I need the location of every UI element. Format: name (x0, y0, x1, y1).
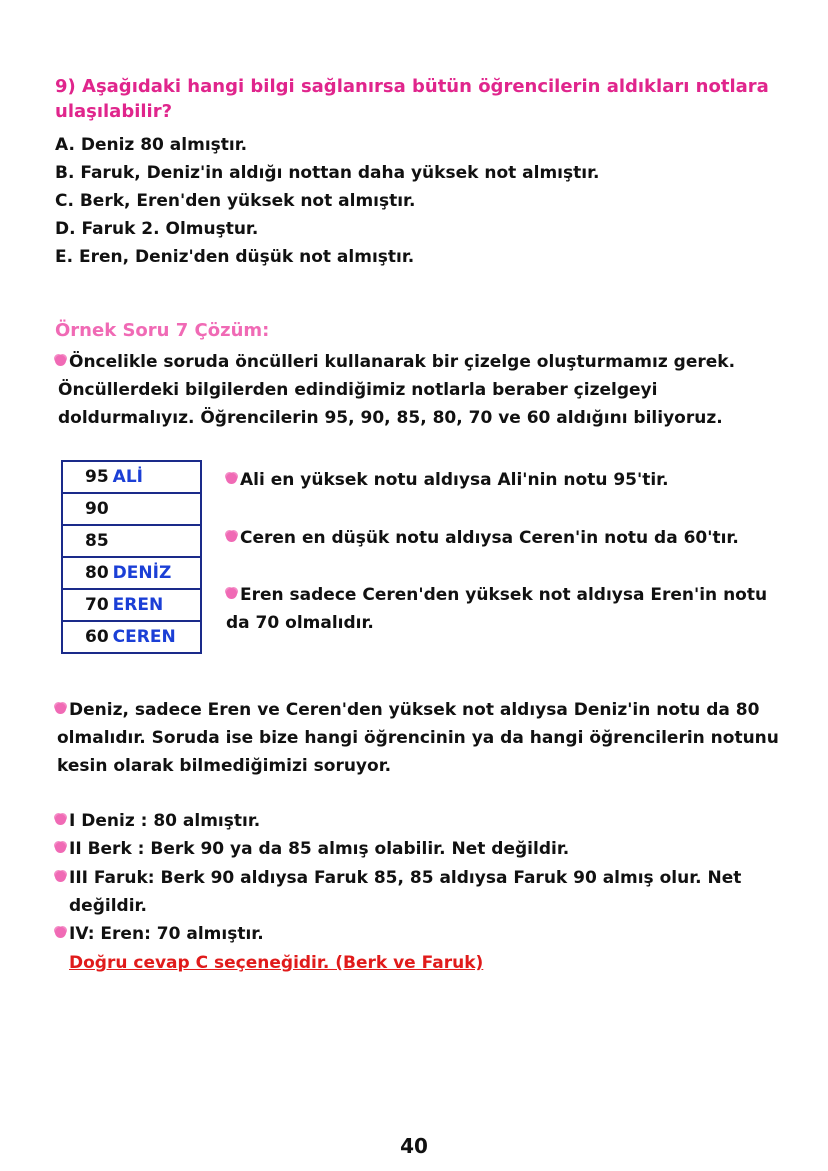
option-b: B. Faruk, Deniz'in aldığı nottan daha yüksek not almıştır. (55, 163, 600, 183)
intro-line-3: doldurmalıyız. Öğrencilerin 95, 90, 85, 80, 70 ve 60 aldığını biliyoruz. (58, 408, 723, 428)
table-row (63, 556, 200, 588)
table-row (63, 492, 200, 524)
student-name: CEREN (112, 627, 176, 647)
conclusion-4 (55, 920, 264, 948)
conclusion-text: IV: Eren: 70 almıştır. (69, 924, 264, 944)
question-title: 9) Aşağıdaki hangi bilgi sağlanırsa bütün öğrencilerin aldıkları notlara ulaşılabilir? (55, 76, 769, 122)
table-row (63, 588, 200, 620)
intro-line-2: Öncüllerdeki bilgilerden edindiğimiz notlarla beraber çizelgeyi (58, 380, 658, 400)
score: 95 (85, 467, 109, 487)
flower-bullet-icon (55, 355, 66, 366)
grades-table (61, 460, 202, 654)
option-e: E. Eren, Deniz'den düşük not almıştır. (55, 247, 415, 267)
deniz-line-2: olmalıdır. Soruda ise bize hangi öğrencinin ya da hangi öğrencilerin notunu (57, 728, 779, 748)
table-row (63, 462, 200, 492)
flower-bullet-icon (226, 531, 237, 542)
side-note-ceren (226, 524, 739, 552)
student-name: ALİ (112, 467, 143, 487)
side-note-ali (226, 466, 669, 494)
conclusion-3 (55, 864, 741, 892)
side-note-eren (226, 581, 767, 609)
page-number: 40 (400, 1134, 428, 1158)
score: 60 (85, 627, 109, 647)
deniz-text-1: Deniz, sadece Eren ve Ceren'den yüksek not aldıysa Deniz'in notu da 80 (69, 700, 760, 720)
student-name: EREN (112, 595, 164, 615)
side-note-text: Ali en yüksek notu aldıysa Ali'nin notu 95'tir. (240, 470, 669, 490)
flower-bullet-icon (226, 588, 237, 599)
side-note-eren-2: da 70 olmalıdır. (226, 613, 374, 633)
score: 90 (85, 499, 109, 519)
score: 85 (85, 531, 109, 551)
conclusion-3-cont: değildir. (69, 896, 147, 916)
student-name: DENİZ (112, 563, 172, 583)
flower-bullet-icon (226, 473, 237, 484)
option-d: D. Faruk 2. Olmuştur. (55, 219, 259, 239)
conclusion-text: I Deniz : 80 almıştır. (69, 811, 261, 831)
intro-line-1 (55, 348, 735, 376)
score: 70 (85, 595, 109, 615)
table-row (63, 620, 200, 652)
side-note-text: Ceren en düşük notu aldıysa Ceren'in notu da 60'tır. (240, 528, 739, 548)
flower-bullet-icon (55, 927, 66, 938)
score: 80 (85, 563, 109, 583)
side-note-text: Eren sadece Ceren'den yüksek not aldıysa Eren'in notu (240, 585, 768, 605)
option-c: C. Berk, Eren'den yüksek not almıştır. (55, 191, 416, 211)
flower-bullet-icon (55, 703, 66, 714)
intro-text-1: Öncelikle soruda öncülleri kullanarak bir çizelge oluşturmamız gerek. (69, 352, 736, 372)
option-a: A. Deniz 80 almıştır. (55, 135, 248, 155)
conclusion-2 (55, 835, 569, 863)
deniz-line-1 (55, 696, 759, 724)
answer-text: Doğru cevap C seçeneğidir. (Berk ve Faruk) (69, 953, 484, 973)
deniz-line-3: kesin olarak bilmediğimizi soruyor. (57, 756, 392, 776)
conclusion-text: III Faruk: Berk 90 aldıysa Faruk 85, 85 aldıysa Faruk 90 almış olur. Net (69, 868, 742, 888)
flower-bullet-icon (55, 814, 66, 825)
conclusion-text: II Berk : Berk 90 ya da 85 almış olabilir. Net değildir. (69, 839, 570, 859)
solution-title: Örnek Soru 7 Çözüm: (55, 320, 270, 341)
conclusion-1 (55, 807, 260, 835)
flower-bullet-icon (55, 842, 66, 853)
flower-bullet-icon (55, 871, 66, 882)
table-row (63, 524, 200, 556)
